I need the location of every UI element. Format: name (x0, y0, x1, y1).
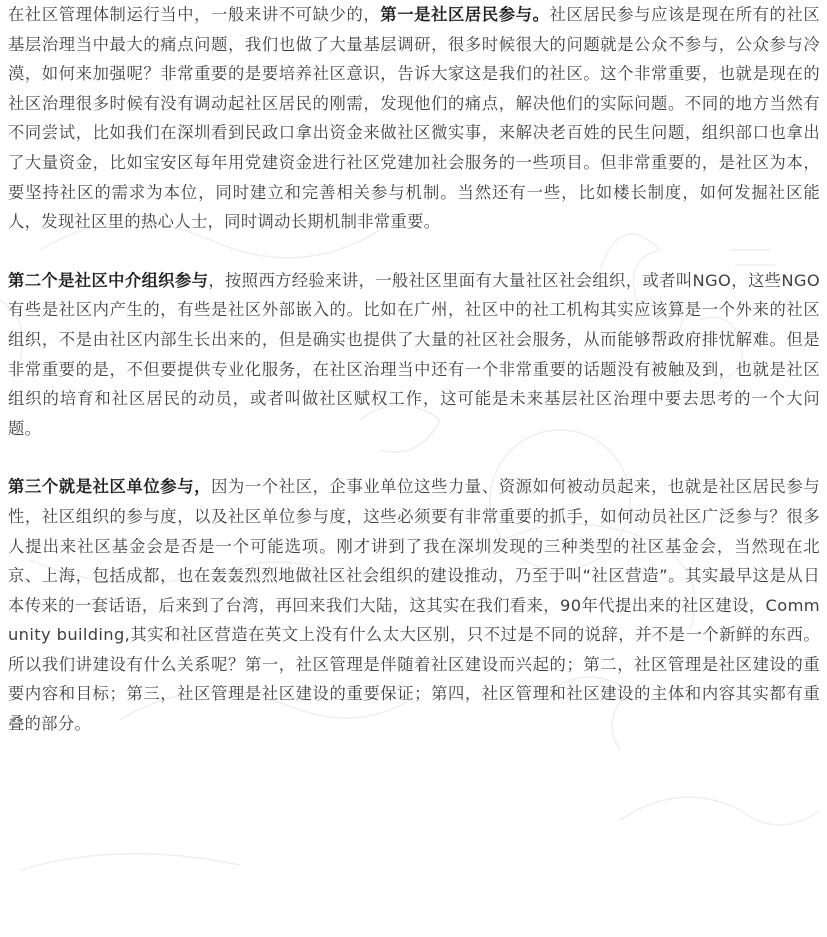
lead-phrase-residents: 第一是社区居民参与。 (380, 5, 550, 24)
article-body (8, 0, 820, 739)
paragraph-residents (8, 0, 820, 237)
paragraph-intro: 在社区管理体制运行当中，一般来讲不可缺少的， (8, 5, 381, 24)
lead-phrase-intermediary: 第二个是社区中介组织参与 (8, 270, 209, 290)
lead-phrase-units: 第三个就是社区单位参与， (8, 477, 212, 497)
paragraph-text: 因为一个社区，企事业单位这些力量、资源如何被动员起来，也就是社区居民参与性，社区组织的参与度，以及社区单位参与度，这些必须要有非常重要的抓手，如何动员社区广泛参与？很多人提出来社区基金会是否是一个可能选项。刚才讲到了我在深圳发现的三种类型的社区基金会，当然现在北京、上海，包括成都，也在轰轰烈烈地做社区社会组织的建设推动，乃至于叫“社区营造”。其实最早这是从日本传来的一套话语，后来到了台湾，再回来我们大陆，这其实在我们看来，90年代提出来的社区建设，Community building,其实和社区营造在英文上没有什么太大区别，只不过是不同的说辞，并不是一个新鲜的东西。所以我们讲建设有什么关系呢？第一，社区管理是伴随着社区建设而兴起的；第二，社区管理是社区建设的重要内容和目标；第三，社区管理是社区建设的重要保证；第四，社区管理和社区建设的主体和内容其实都有重叠的部分。 (8, 477, 821, 734)
paragraph-intermediary-organizations (8, 266, 820, 444)
paragraph-community-units (8, 472, 820, 738)
paragraph-text: ，按照西方经验来讲，一般社区里面有大量社区社会组织，或者叫NGO，这些NGO有些是社区内产生的，有些是社区外部嵌入的。比如在广州，社区中的社工机构其实应该算是一个外来的社区组织，不是由社区内部生长出来的，但是确实也提供了大量的社区社会服务，从而能够帮政府排忧解难。但是非常重要的是，不但要提供专业化服务，在社区治理当中还有一个非常重要的话题没有被触及到，也就是社区组织的培育和社区居民的动员，或者叫做社区赋权工作，这可能是未来基层社区治理中要去思考的一个大问题。 (8, 270, 821, 438)
paragraph-text: 社区居民参与应该是现在所有的社区基层治理当中最大的痛点问题，我们也做了大量基层调研，很多时候很大的问题就是公众不参与，公众参与冷漠，如何来加强呢？非常重要的是要培养社区意识，告诉大家这是我们的社区。这个非常重要，也就是现在的社区治理很多时候有没有调动起社区居民的刚需，发现他们的痛点，解决他们的实际问题。不同的地方当然有不同尝试，比如我们在深圳看到民政口拿出资金来做社区微实事，来解决老百姓的民生问题，组织部口也拿出了大量资金，比如宝安区每年用党建资金进行社区党建加社会服务的一些项目。但非常重要的，是社区为本，要坚持社区的需求为本位，同时建立和完善相关参与机制。当然还有一些，比如楼长制度，如何发掘社区能人，发现社区里的热心人士，同时调动长期机制非常重要。 (8, 5, 820, 232)
